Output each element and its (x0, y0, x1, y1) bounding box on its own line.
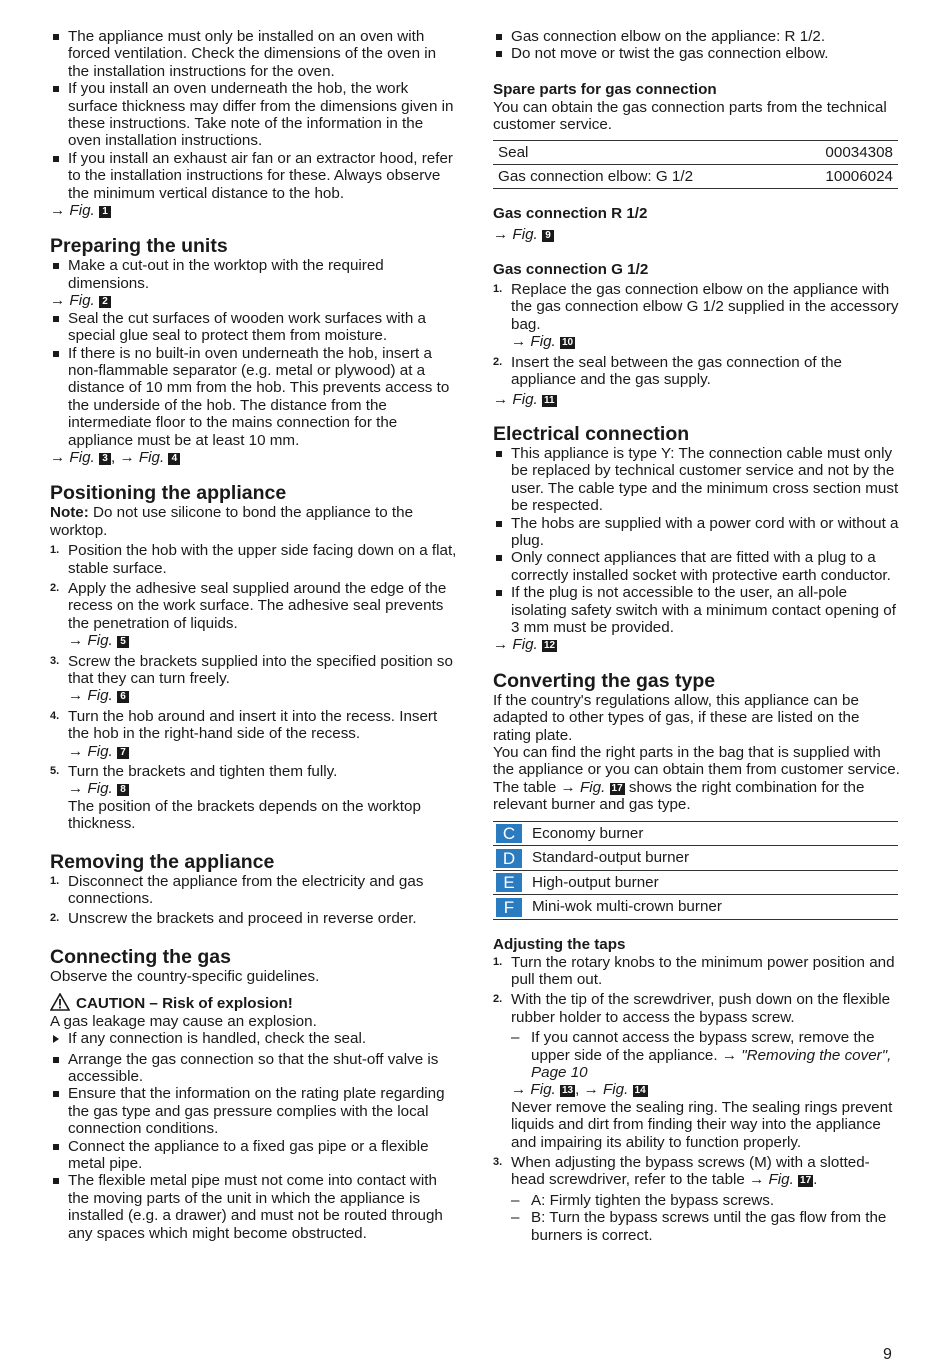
step-note: Never remove the sealing ring. The sealing rings prevent liquids and dirt from finding their way into the appliance and impairing its ability to function properly. (511, 1098, 893, 1151)
section-heading: Electrical connection (493, 422, 690, 445)
step: 3. When adjusting the bypass screws (M) with a slotted-head screwdriver, refer to the table → Fig. 17 . (493, 1154, 870, 1189)
step: 2. Unscrew the brackets and proceed in reverse order. (50, 910, 417, 928)
step: 5. Turn the brackets and tighten them fully. → Fig. 8 The position of the brackets depends on the worktop thickness. (50, 763, 458, 833)
list-item: The hobs are supplied with a power cord with or without a plug. (493, 515, 901, 550)
burner-letter: E (496, 873, 522, 892)
section-heading: Preparing the units (50, 235, 228, 258)
table-row (493, 846, 898, 870)
burner-letter: D (496, 849, 522, 868)
figure-reference[interactable]: → Fig. 5 (68, 632, 458, 649)
subsection-heading: Spare parts for gas connection (493, 80, 717, 98)
list-item: Arrange the gas connection so that the shut-off valve is accessible. (50, 1051, 458, 1086)
figure-reference[interactable]: → Fig. 6 (68, 687, 458, 704)
sub-item: – If you cannot access the bypass screw, remove the upper side of the appliance. → "Removing the cover", Page 10 → Fig. 13 , → Fig. 14 Never remove the sealing ring. The sealing rings prevent liquids and dirt from finding their way into the appliance and impairing its ability to function properly. (493, 1029, 901, 1151)
table-cell: 10006024 (787, 164, 898, 188)
table-row (493, 895, 898, 919)
step: 2. Insert the seal between the gas connection of the appliance and the gas supply. (493, 353, 842, 389)
section-heading: Removing the appliance (50, 850, 275, 873)
figure-reference[interactable]: → Fig. 7 (68, 743, 458, 760)
left-column (50, 28, 458, 1242)
table-cell: E High-output burner (493, 870, 898, 894)
table-cell: 00034308 (787, 140, 898, 164)
subsection-heading: Adjusting the taps (493, 935, 626, 953)
list-item: If the plug is not accessible to the user, an all-pole isolating safety switch with a minimum contact opening of 3 mm must be provided. (493, 584, 901, 636)
section-heading: Converting the gas type (493, 669, 716, 692)
action-item: If any connection is handled, check the seal. (50, 1030, 458, 1047)
step: 2. With the tip of the screwdriver, push down on the flexible rubber holder to access the bypass screw. (493, 991, 891, 1026)
burner-letter: F (496, 898, 522, 917)
subsection-heading: Gas connection R 1/2 (493, 204, 648, 222)
section-heading: Positioning the appliance (50, 482, 287, 505)
figure-reference[interactable]: → Fig. 3 , → Fig. 4 (50, 449, 458, 466)
burner-letter: C (496, 824, 522, 843)
table-cell: C Economy burner (493, 821, 898, 845)
sub-item: – B: Turn the bypass screws until the gas flow from the burners is correct. (511, 1209, 887, 1244)
list-item: Do not move or twist the gas connection elbow. (493, 45, 901, 62)
caution-heading: CAUTION – Risk of explosion! (50, 993, 458, 1012)
list-item: Seal the cut surfaces of wooden work surfaces with a special glue seal to protect them from moisture. (50, 310, 458, 345)
list-item: This appliance is type Y: The connection cable must only be replaced by technical customer service and not by the user. The cable type and the minimum cross section must be respected. (493, 445, 901, 515)
table-row (493, 870, 898, 894)
burner-table (493, 821, 898, 920)
spare-parts-table (493, 140, 898, 189)
warning-icon (50, 993, 70, 1011)
step: 1. Replace the gas connection elbow on the appliance with the gas connection elbow G 1/2 supplied in the accessory bag. → Fig. 10 (493, 281, 901, 351)
step: 2. Apply the adhesive seal supplied around the edge of the recess on the work surface. The adhesive seal prevents the penetration of liquids. → Fig. 5 (50, 580, 458, 650)
figure-reference[interactable]: → Fig. 1 (50, 202, 458, 219)
cross-reference-link[interactable]: "Removing the cover", Page 10 (531, 1046, 892, 1081)
list-item: If you install an exhaust air fan or an extractor hood, refer to the installation instructions for these. Always observe the minimum vertical distance to the hob. (50, 150, 458, 202)
list-item: The appliance must only be installed on an oven with forced ventilation. Check the dimensions of the oven in the installation instructions for the oven. (50, 28, 458, 80)
step: 3. Screw the brackets supplied into the specified position so that they can turn freely. → Fig. 6 (50, 653, 458, 705)
list-item: If you install an oven underneath the hob, the work surface thickness may differ from the dimensions given in these instructions. Take note of the information in the oven installation instructions. (50, 80, 458, 150)
section-heading: Connecting the gas (50, 945, 231, 968)
page-number: 9 (883, 1346, 892, 1363)
step: 1. Position the hob with the upper side facing down on a flat, stable surface. (50, 542, 457, 577)
paragraph: You can obtain the gas connection parts from the technical customer service. (493, 98, 887, 134)
table-cell: Gas connection elbow: G 1/2 (493, 164, 787, 188)
note: Note: Do not use silicone to bond the appliance to the worktop. (50, 504, 414, 539)
sub-item: – A: Firmly tighten the bypass screws. (511, 1191, 775, 1209)
subsection-heading: Gas connection G 1/2 (493, 261, 649, 279)
table-row (493, 164, 898, 188)
right-column (493, 28, 901, 1244)
step: 4. Turn the hob around and insert it into the recess. Insert the hob in the right-hand side of the recess. → Fig. 7 (50, 708, 458, 760)
step: 1. Turn the rotary knobs to the minimum power position and pull them out. (493, 953, 895, 988)
list-item: Ensure that the information on the rating plate regarding the gas type and gas pressure complies with the local connection conditions. (50, 1085, 458, 1137)
list-item: Only connect appliances that are fitted with a plug to a correctly installed socket with protective earth conductor. (493, 549, 901, 584)
table-row (493, 140, 898, 164)
list-item: The flexible metal pipe must not come into contact with the moving parts of the unit in which the appliance is installed (e.g. a drawer) and must not be routed through any spaces which might become obstructed. (50, 1172, 458, 1242)
figure-reference[interactable]: → Fig. 9 (493, 226, 901, 243)
paragraph: If the country's regulations allow, this appliance can be adapted to other types of gas, if these are listed on the rating plate. (493, 691, 860, 744)
figure-reference[interactable]: → Fig. 2 (50, 292, 458, 309)
list-item: If there is no built-in oven underneath the hob, insert a non-flammable separator (e.g. metal or plywood) at a distance of 10 mm from the hob. This prevents access to the underside of the hob. The distance from the intermediate floor to the mains connection for the appliance must be at least 10 mm. (50, 345, 458, 449)
figure-reference[interactable]: → Fig. 12 (493, 636, 556, 654)
table-cell: F Mini-wok multi-crown burner (493, 895, 898, 919)
figure-reference[interactable]: → Fig. 8 (68, 780, 458, 797)
table-cell: Seal (493, 140, 787, 164)
list-item: Connect the appliance to a fixed gas pipe or a flexible metal pipe. (50, 1138, 458, 1173)
list-item: Make a cut-out in the worktop with the required dimensions. (50, 257, 458, 292)
figure-reference[interactable]: → Fig. 10 (511, 333, 574, 351)
table-cell: D Standard-output burner (493, 846, 898, 870)
table-row (493, 821, 898, 845)
step-note: The position of the brackets depends on the worktop thickness. (68, 797, 421, 833)
caution-text: A gas leakage may cause an explosion. (50, 1012, 317, 1030)
figure-reference[interactable]: → Fig. 13 , → Fig. 14 (511, 1081, 646, 1099)
list-item: Gas connection elbow on the appliance: R 1/2. (493, 28, 901, 45)
figure-reference[interactable]: → Fig. 11 (493, 391, 555, 409)
paragraph: Observe the country-specific guidelines. (50, 967, 320, 985)
paragraph: You can find the right parts in the bag that is supplied with the appliance or you can obtain them from customer service. The table → Fig. 17 shows the right combination for the relevant burner and gas type. (493, 743, 900, 814)
step: 1. Disconnect the appliance from the electricity and gas connections. (50, 872, 424, 908)
